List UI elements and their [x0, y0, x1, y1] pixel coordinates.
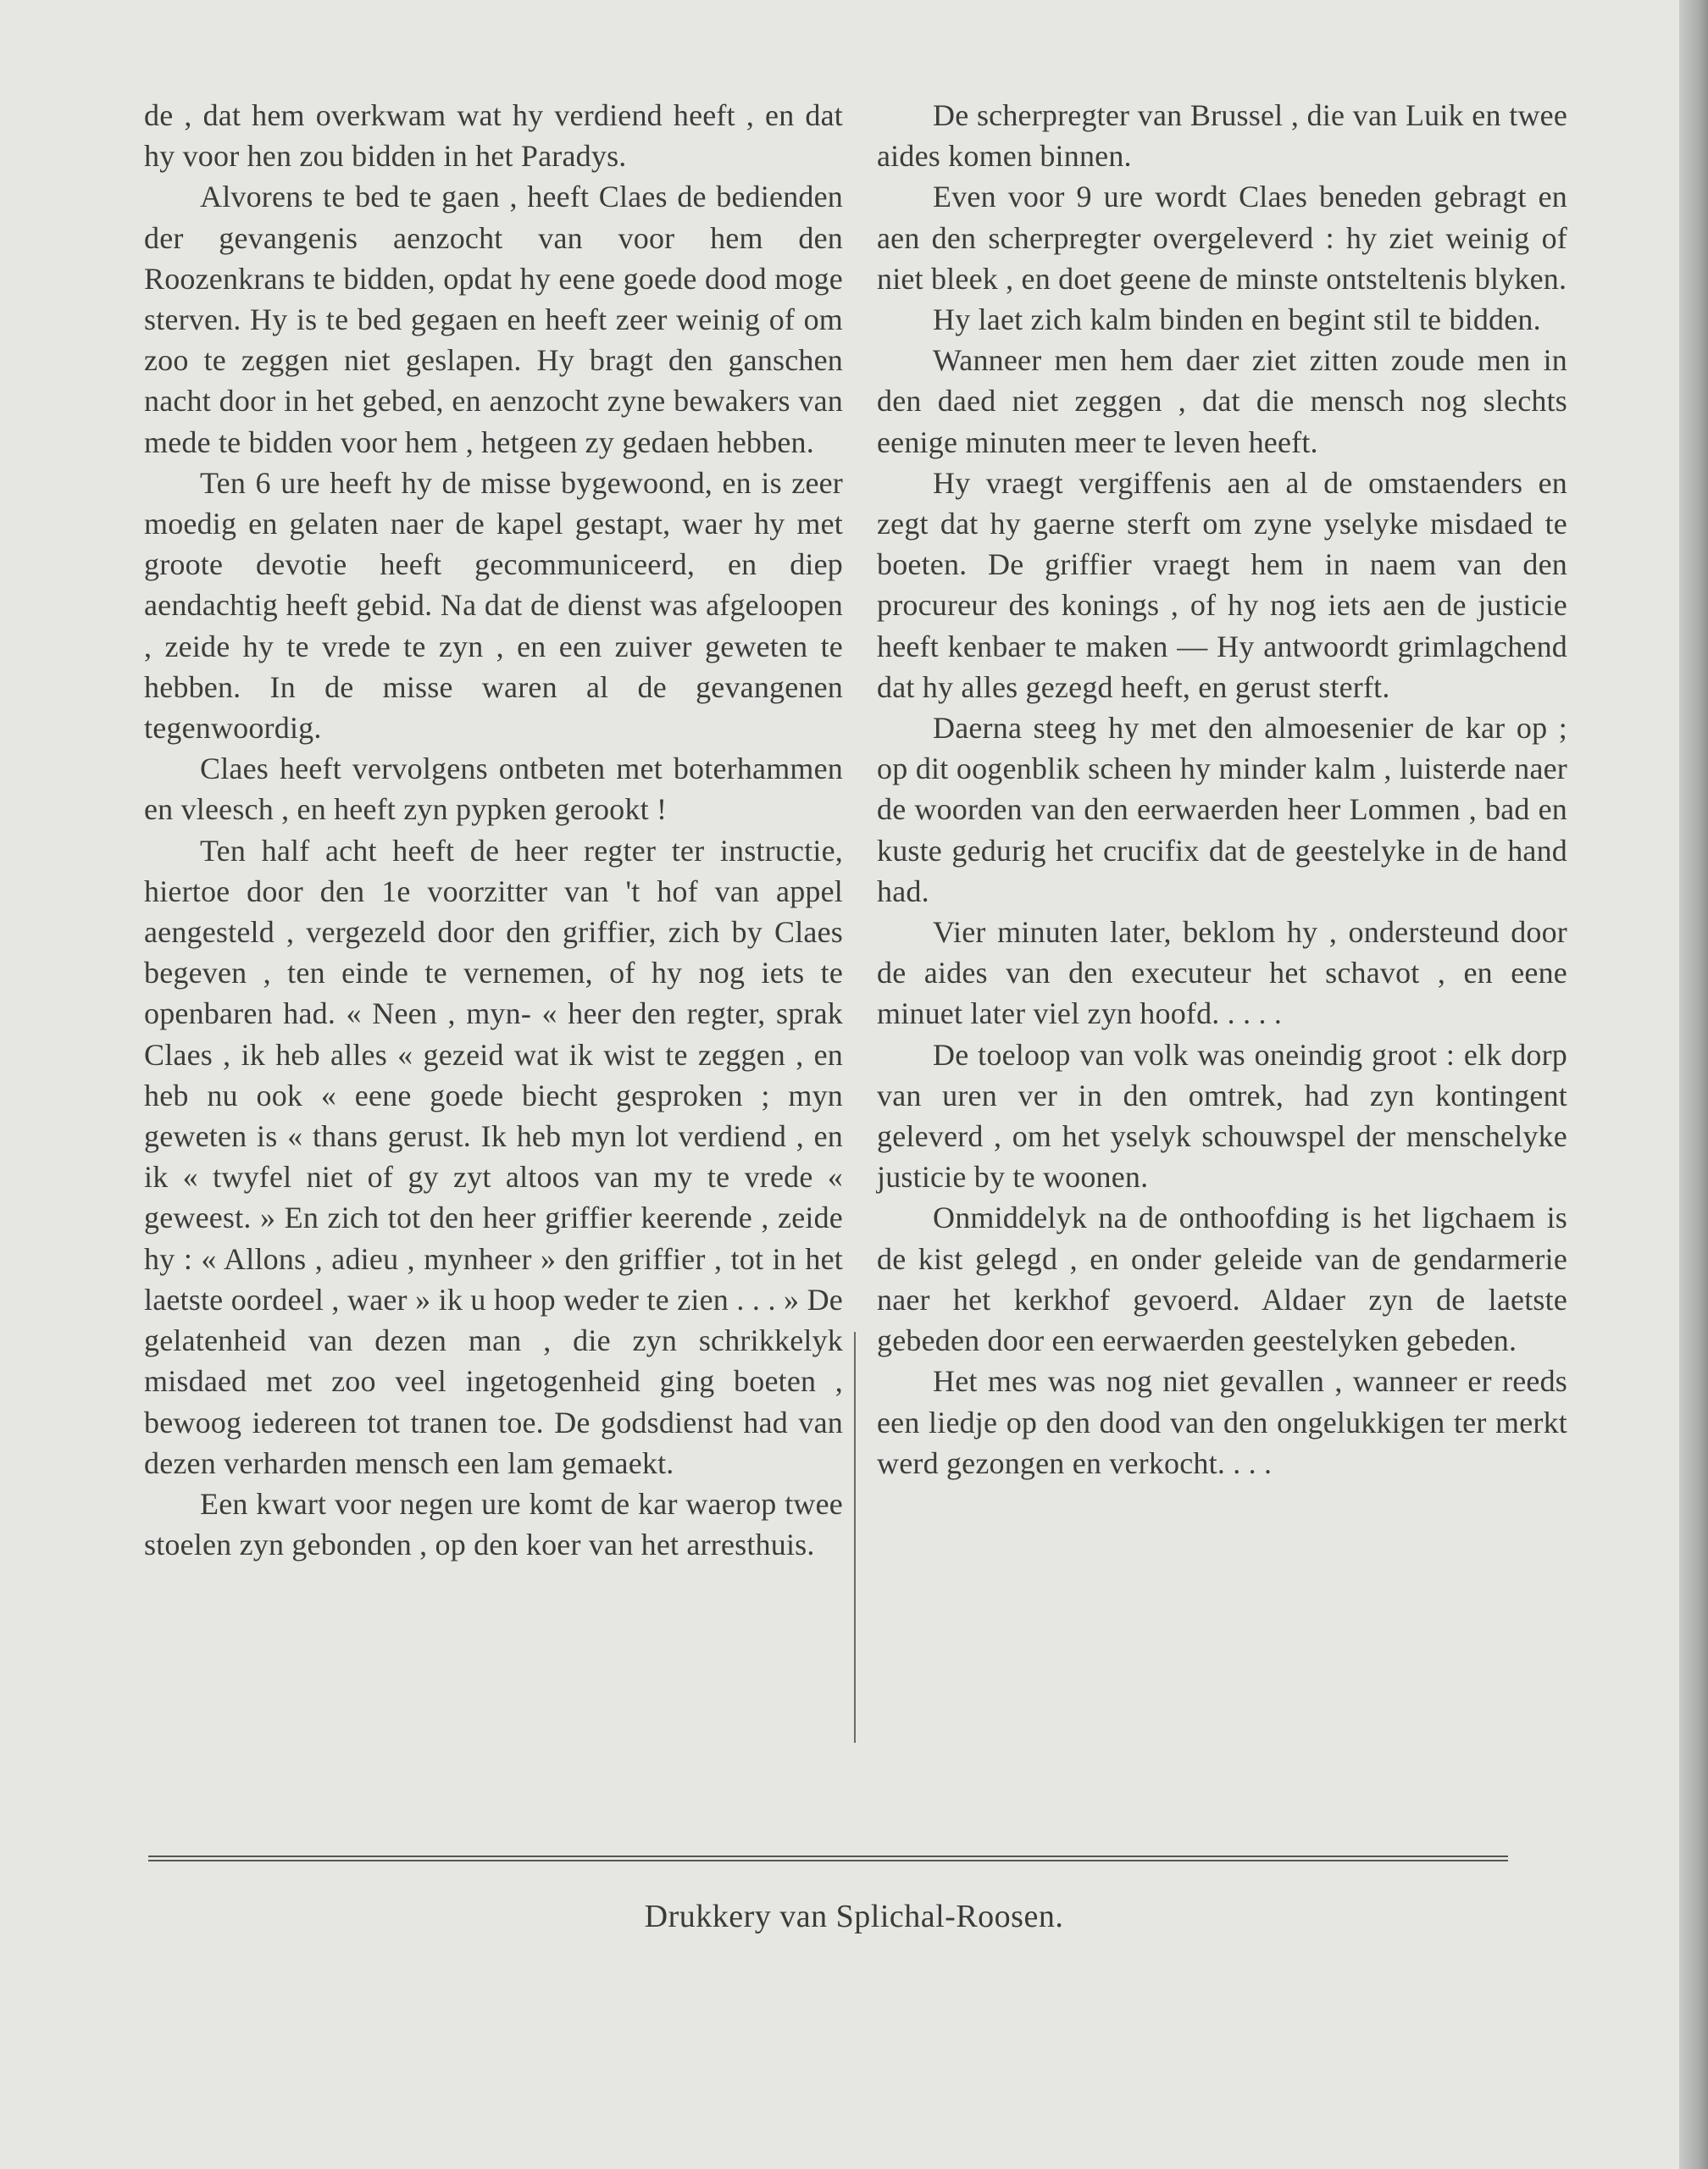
- right-paragraph-10: Het mes was nog niet gevallen , wanneer er reeds een liedje op den dood van den ongelukkigen ter merkt werd gezongen en verkocht. . . .: [877, 1364, 1567, 1480]
- right-paragraph-2: Even voor 9 ure wordt Claes beneden gebragt en aen den scherpregter overgeleverd : hy ziet weinig of niet bleek , en doet geene de minste ontsteltenis blyken.: [877, 180, 1567, 296]
- left-paragraph-6: Een kwart voor negen ure komt de kar waerop twee stoelen zyn gebonden , op den koer van het arresthuis.: [144, 1486, 843, 1562]
- right-paragraph-5: Hy vraegt vergiffenis aen al de omstaenders en zegt dat hy gaerne sterft om zyne yselyke misdaed te boeten. De griffier vraegt hem in naem van den procureur des konings , of hy nog iets aen de justicie heeft kenbaer te maken — Hy antwoordt grimlagchend dat hy alles gezegd heeft, en gerust sterft.: [877, 465, 1567, 704]
- left-paragraph-3: Ten 6 ure heeft hy de misse bygewoond, en is zeer moedig en gelaten naer de kapel gestapt, waer hy met groote devotie heeft gecommuniceerd, en diep aendachtig heeft gebid. Na dat de dienst was afgeloopen , zeide hy te vrede te zyn , en een zuiver geweten te hebben. In de misse waren al de gevangenen tegenwoordig.: [144, 465, 843, 746]
- printer-imprint: Drukkery van Splichal-Roosen.: [644, 1899, 1064, 1934]
- right-paragraph-4: Wanneer men hem daer ziet zitten zoude men in den daed niet zeggen , dat die mensch nog slechts eenige minuten meer te leven heeft.: [877, 343, 1567, 459]
- left-paragraph-5: Ten half acht heeft de heer regter ter instructie, hiertoe door den 1e voorzitter van 't hof van appel aengesteld , vergezeld door den griffier, zich by Claes begeven , ten einde te vernemen, of hy nog iets te openbaren had. « Neen , myn- « heer den regter, sprak Claes , ik heb alles « gezeid wat ik wist te zeggen , en heb nu ook « eene goede biecht gesproken ; myn geweten is « thans gerust. Ik heb myn lot verdiend , en ik « twyfel niet of gy zyt altoos van my te vrede « geweest. » En zich tot den heer griffier keerende , zeide hy : « Allons , adieu , mynheer » den griffier , tot in het laetste oordeel , waer » ik u hoop weder te zien . . . » De gelatenheid van dezen man , die zyn schrikkelyk misdaed met zoo veel ingetogenheid ging boeten , bewoog iedereen tot tranen toe. De godsdienst had van dezen verharden mensch een lam gemaekt.: [144, 833, 843, 1480]
- right-paragraph-9: Onmiddelyk na de onthoofding is het ligchaem is de kist gelegd , en onder geleide van de gendarmerie naer het kerkhof gevoerd. Aldaer zyn de laetste gebeden door een eerwaerden geestelyken gebeden.: [877, 1201, 1567, 1358]
- right-paragraph-3: Hy laet zich kalm binden en begint stil te bidden.: [933, 302, 1541, 337]
- footer-rule: [148, 1856, 1508, 1861]
- right-column: [877, 95, 1567, 1484]
- left-paragraph-4: Claes heeft vervolgens ontbeten met boterhammen en vleesch , en heeft zyn pypken gerookt !: [144, 752, 843, 827]
- right-paragraph-7: Vier minuten later, beklom hy , ondersteund door de aides van den executeur het schavot , en eene minuet later viel zyn hoofd. . . . .: [877, 915, 1567, 1031]
- right-paragraph-8: De toeloop van volk was oneindig groot : elk dorp van uren ver in den omtrek, had zyn kontingent geleverd , om het yselyk schouwspel der menschelyke justicie by te woonen.: [877, 1037, 1567, 1195]
- column-divider: [854, 1332, 856, 1743]
- right-paragraph-1: De scherpregter van Brussel , die van Luik en twee aides komen binnen.: [877, 98, 1567, 174]
- right-paragraph-6: Daerna steeg hy met den almoesenier de kar op ; op dit oogenblik scheen hy minder kalm , luisterde naer de woorden van den eerwaerden heer Lommen , bad en kuste gedurig het crucifix dat de geestelyke in de hand had.: [877, 711, 1567, 908]
- left-paragraph-2: Alvorens te bed te gaen , heeft Claes de bedienden der gevangenis aenzocht van voor hem den Roozenkrans te bidden, opdat hy eene goede dood moge sterven. Hy is te bed gegaen en heeft zeer weinig of om zoo te zeggen niet geslapen. Hy bragt den ganschen nacht door in het gebed, en aenzocht zyne bewakers van mede te bidden voor hem , hetgeen zy gedaen hebben.: [144, 180, 843, 459]
- page-edge-shadow: [1679, 0, 1708, 2169]
- left-column: [144, 95, 843, 1565]
- left-paragraph-1: de , dat hem overkwam wat hy verdiend heeft , en dat hy voor hen zou bidden in het Paradys.: [144, 98, 843, 174]
